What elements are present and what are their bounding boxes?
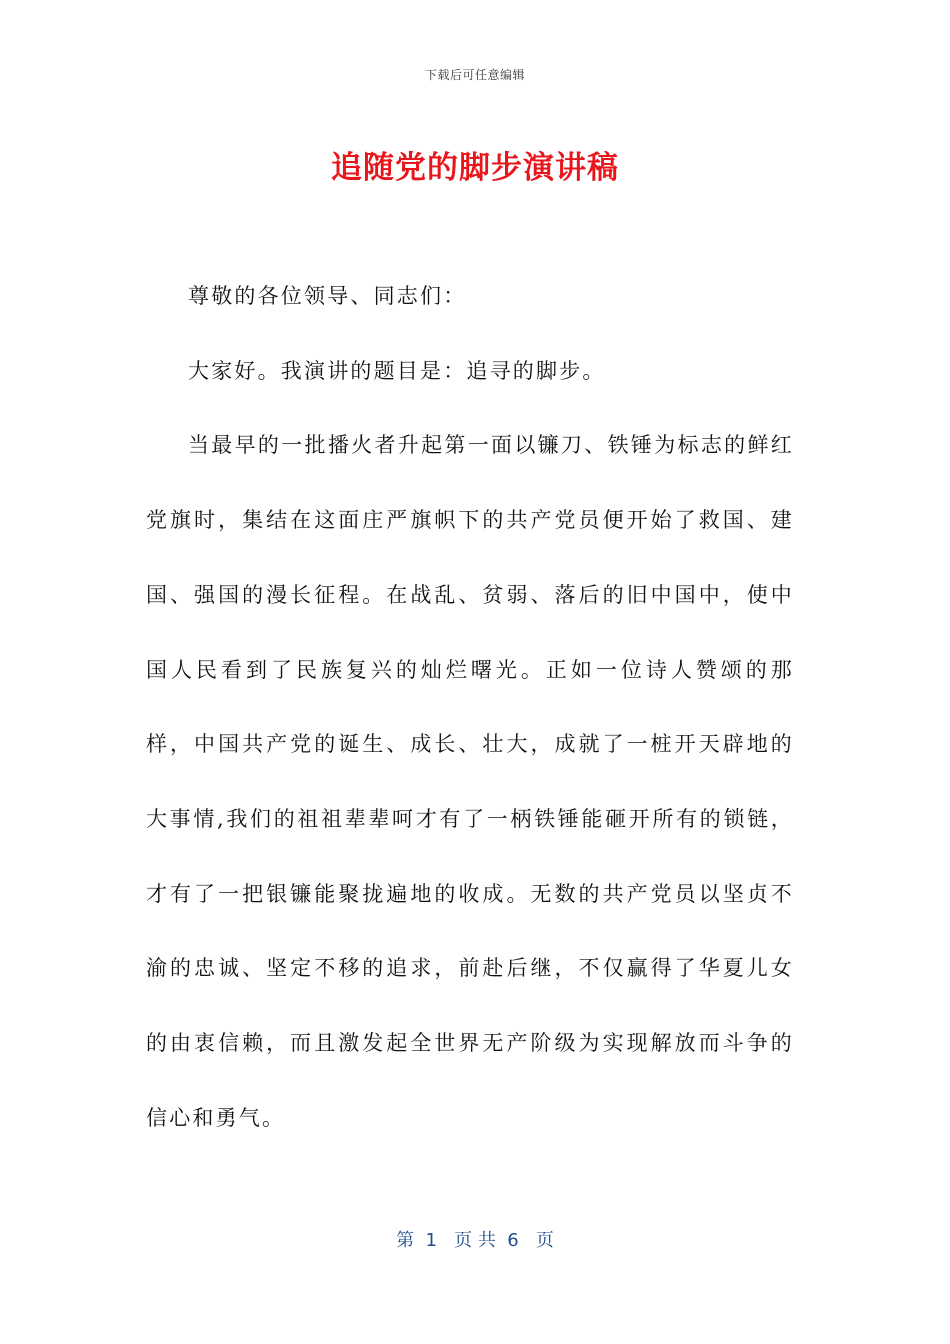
document-title: 追随党的脚步演讲稿 bbox=[331, 150, 619, 186]
speech-body bbox=[146, 259, 794, 1155]
greeting-paragraph: 大家好。我演讲的题目是：追寻的脚步。 bbox=[188, 358, 606, 383]
main-paragraph: 当最早的一批播火者升起第一面以镰刀、铁锤为标志的鲜红党旗时，集结在这面庄严旗帜下的共产党员便开始了救国、建国、强国的漫长征程。在战乱、贫弱、落后的旧中国中，使中国人民看到了民族复兴的灿烂曙光。正如一位诗人赞颂的那样，中国共产党的诞生、成长、壮大，成就了一桩开天辟地的大事情,我们的祖祖辈辈呵才有了一柄铁锤能砸开所有的锁链，才有了一把银镰能聚拢遍地的收成。无数的共产党员以坚贞不渝的忠诚、坚定不移的追求，前赴后继，不仅赢得了华夏儿女的由衷信赖，而且激发起全世界无产阶级为实现解放而斗争的信心和勇气。 bbox=[146, 433, 794, 1130]
page-number-footer: 第 1 页 共 6 页 bbox=[396, 1230, 554, 1251]
header-note: 下载后可任意编辑 bbox=[424, 68, 525, 82]
salutation-paragraph: 尊敬的各位领导、同志们： bbox=[188, 284, 467, 308]
